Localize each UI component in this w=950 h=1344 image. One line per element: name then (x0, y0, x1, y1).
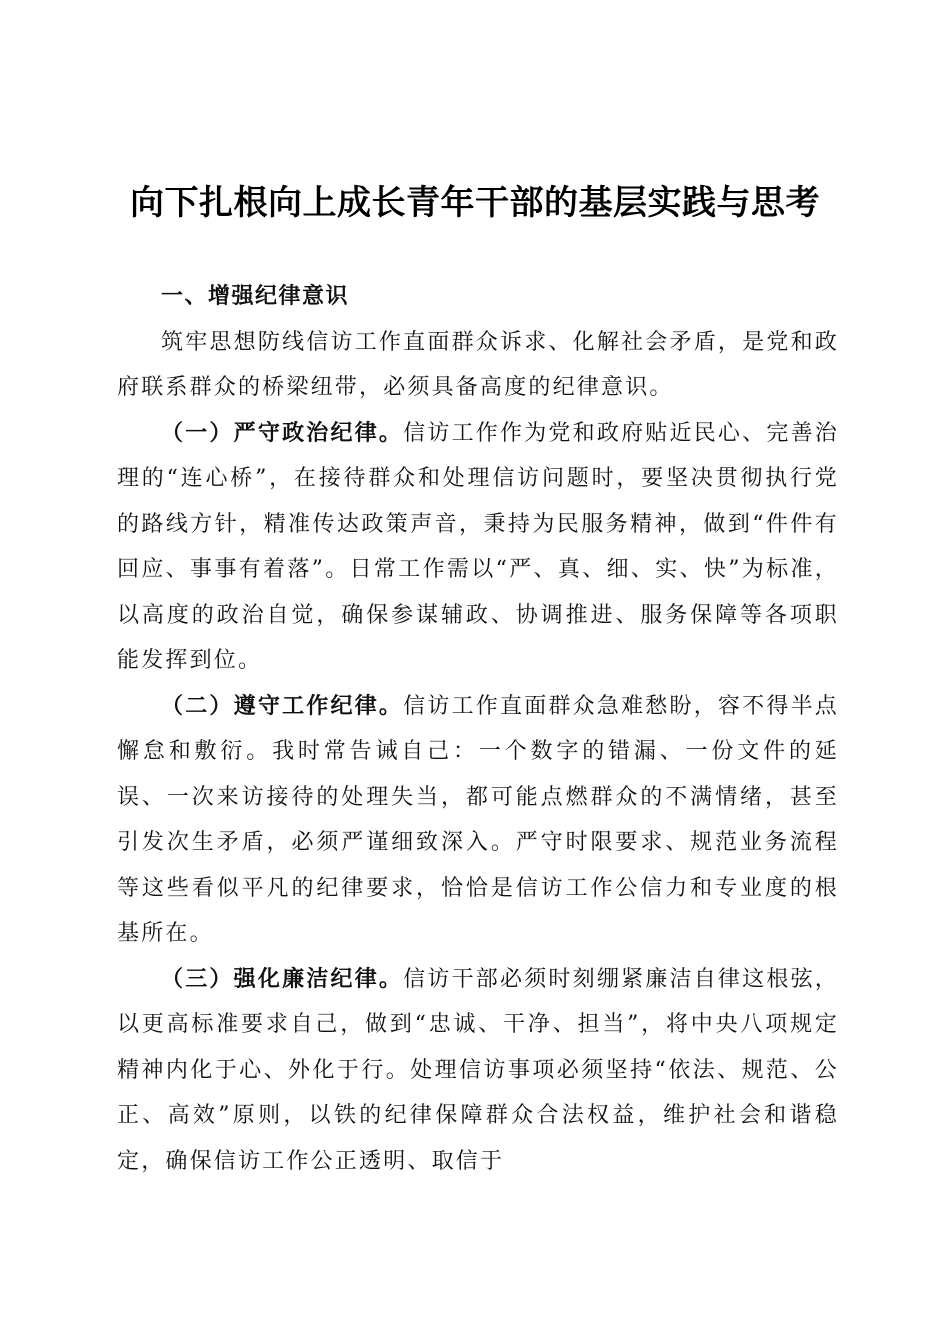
subheading-work-discipline: （二）遵守工作纪律。 (161, 692, 404, 719)
section-intro-paragraph: 筑牢思想防线信访工作直面群众诉求、化解社会矛盾，是党和政府联系群众的桥梁纽带，必须具备高度的纪律意识。 (117, 329, 839, 400)
paragraph-integrity-discipline (117, 957, 839, 1185)
paragraph-work-discipline (117, 684, 839, 957)
paragraph-text: 信访工作作为党和政府贴近民心、完善治理的“连心桥”，在接待群众和处理信访问题时，要坚决贯彻执行党的路线方针，精准传达政策声音，秉持为民服务精神，做到“件件有回应、事事有着落”。日常工作需以“严、真、细、实、快”为标准，以高度的政治自觉，确保参谋辅政、协调推进、服务保障等各项职能发挥到位。 (117, 420, 839, 673)
document-title: 向下扎根向上成长青年干部的基层实践与思考 (130, 183, 820, 223)
subheading-integrity-discipline: （三）强化廉洁纪律。 (161, 965, 404, 992)
paragraph-text: 信访工作直面群众急难愁盼，容不得半点懈怠和敷衍。我时常告诫自己：一个数字的错漏、一份文件的延误、一次来访接待的处理失当，都可能点燃群众的不满情绪，甚至引发次生矛盾，必须严谨细致深入。严守时限要求、规范业务流程等这些看似平凡的纪律要求，恰恰是信访工作公信力和专业度的根基所在。 (117, 693, 839, 946)
section-heading: 一、增强纪律意识 (161, 284, 350, 309)
document-body (117, 274, 839, 1184)
paragraph-text: 信访干部必须时刻绷紧廉洁自律这根弦，以更高标准要求自己，做到“忠诚、干净、担当”，将中央八项规定精神内化于心、外化于行。处理信访事项必须坚持“依法、规范、公正、高效”原则，以铁的纪律保障群众合法权益，维护社会和谐稳定，确保信访工作公正透明、取信于 (117, 966, 839, 1174)
paragraph-political-discipline (117, 411, 839, 684)
subheading-political-discipline: （一）严守政治纪律。 (161, 419, 404, 446)
